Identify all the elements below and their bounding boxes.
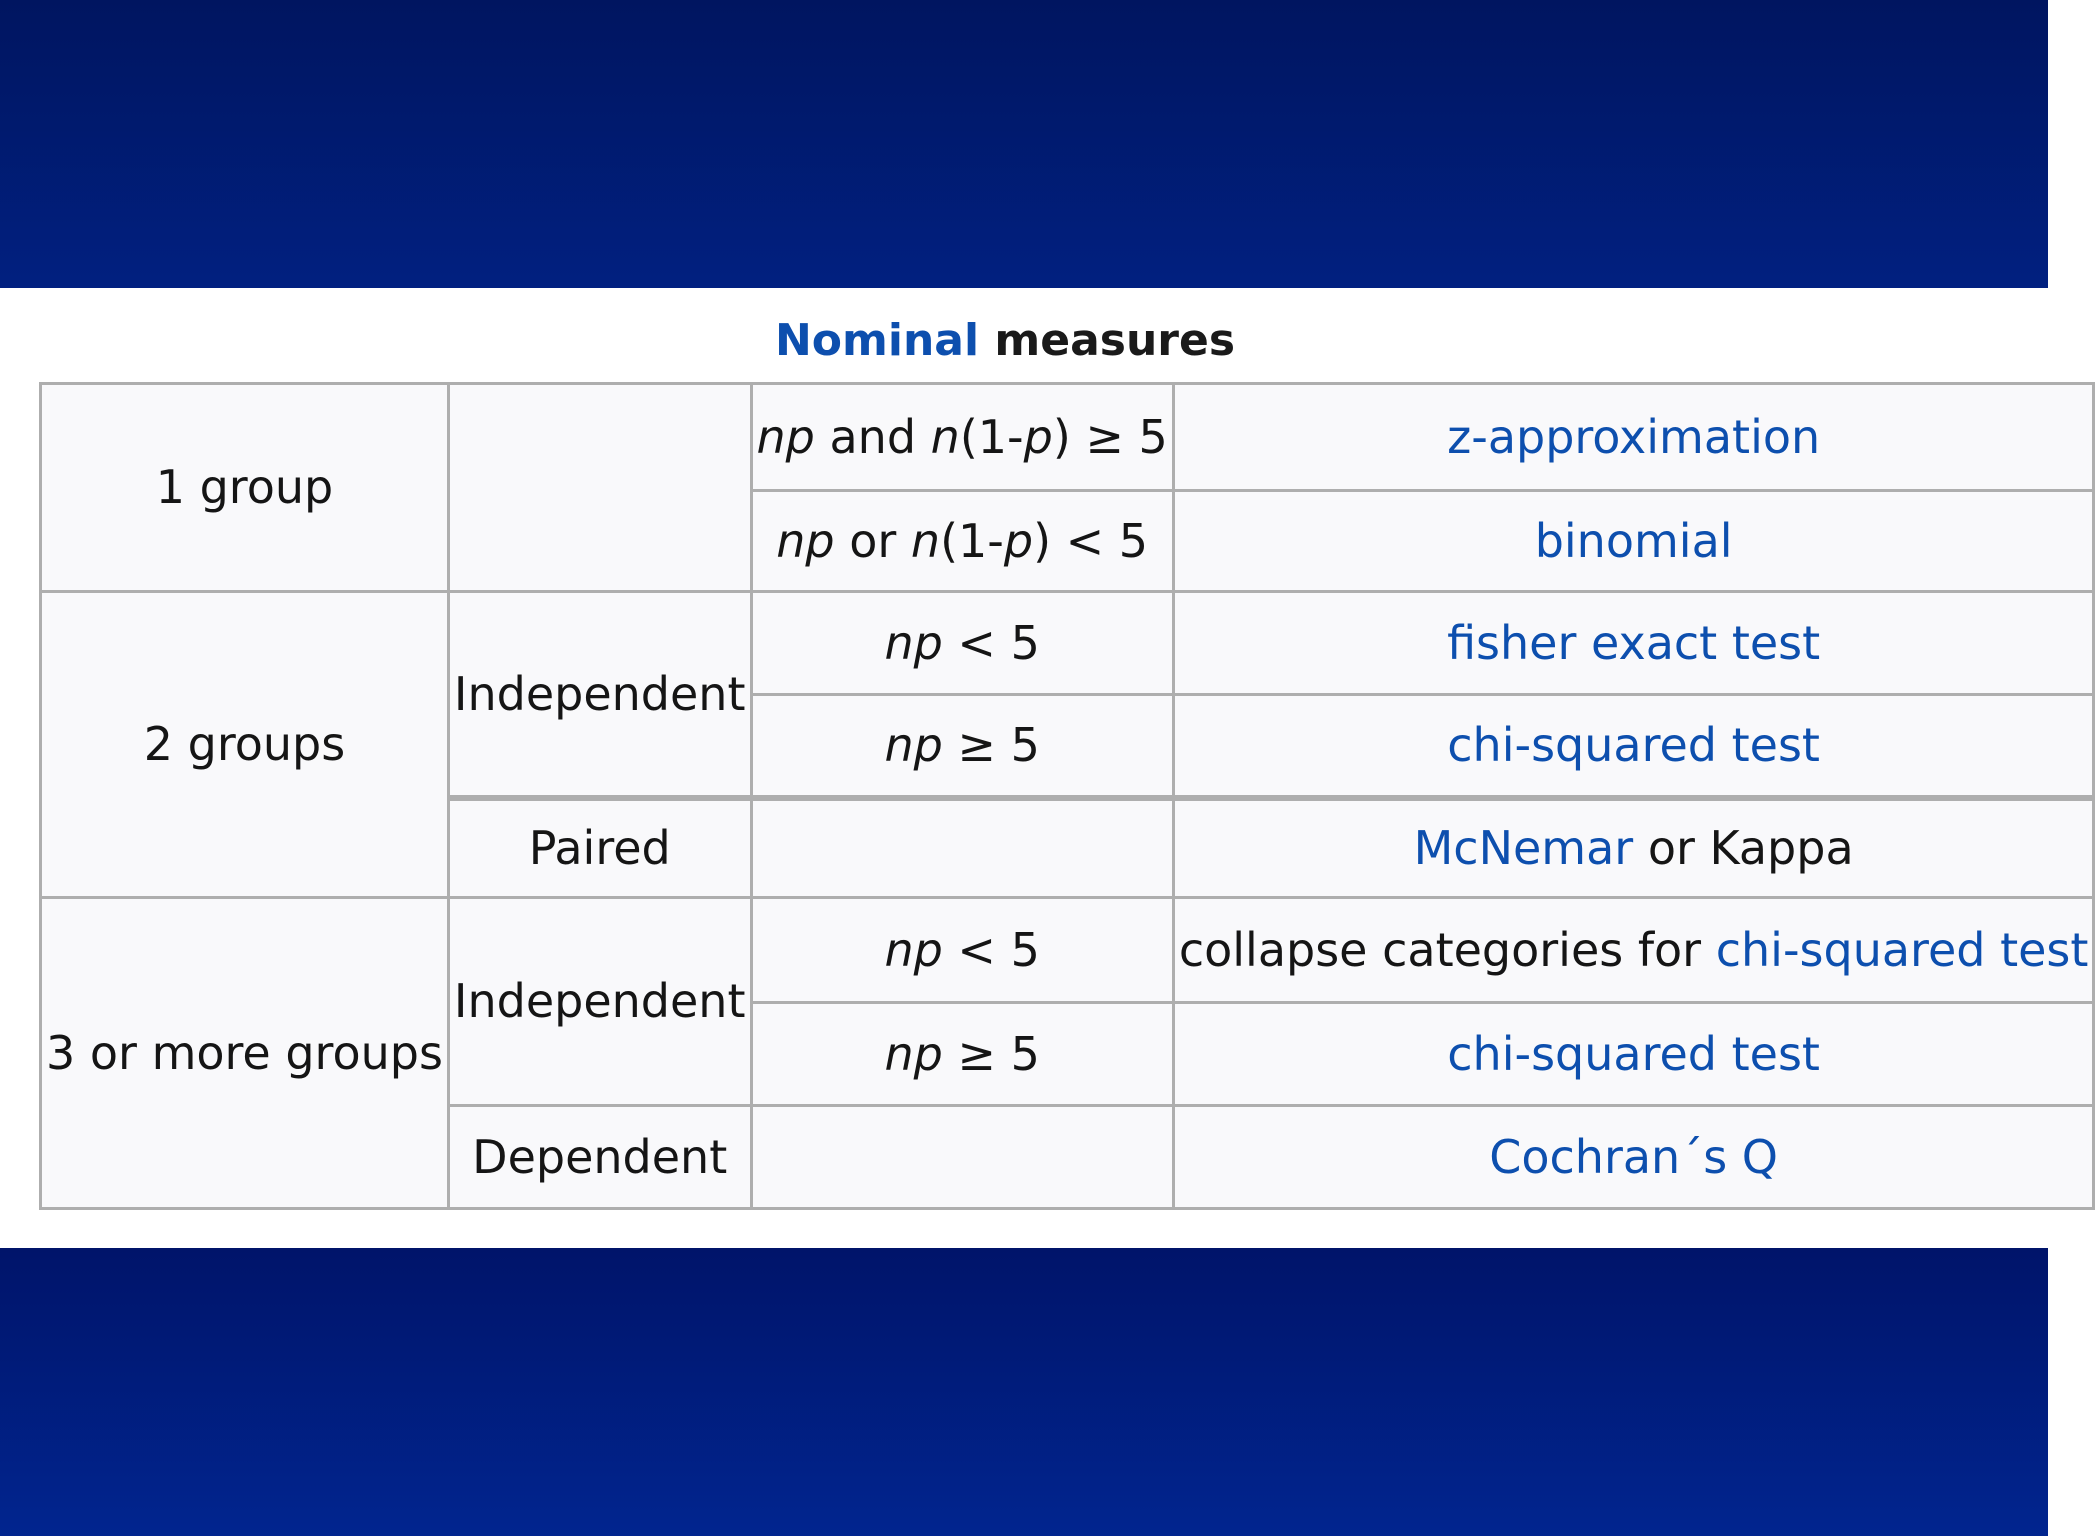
caption-link-nominal[interactable]: Nominal: [774, 315, 980, 366]
condition-cell: [751, 898, 1173, 1003]
link-chi-squared-test[interactable]: chi-squared test: [1715, 922, 2089, 977]
test-cell: [1173, 898, 2094, 1003]
design-cell-empty: [448, 384, 751, 592]
condition-text: or: [834, 513, 911, 568]
table-row: [41, 592, 2094, 695]
condition-cell: [751, 592, 1173, 695]
condition-cell: [751, 1002, 1173, 1106]
math-var: np: [884, 922, 943, 977]
link-chi-squared-test[interactable]: chi-squared test: [1447, 718, 1820, 773]
group-cell: 2 groups: [41, 592, 449, 898]
design-cell: Independent: [448, 898, 751, 1106]
condition-text: ≥ 5: [942, 1026, 1040, 1081]
condition-text: < 5: [942, 615, 1040, 670]
condition-cell: [751, 694, 1173, 798]
math-var: np: [884, 718, 943, 773]
caption-text: measures: [979, 315, 1236, 366]
table-row: [41, 384, 2094, 491]
condition-cell-empty: [751, 1106, 1173, 1209]
test-cell: [1173, 384, 2094, 491]
condition-text: ≥ 5: [942, 718, 1040, 773]
condition-text: and: [814, 409, 931, 464]
math-var: n: [930, 409, 960, 464]
bottom-banner: [0, 1248, 2048, 1536]
math-var: p: [1003, 513, 1034, 568]
group-cell: 1 group: [41, 384, 449, 592]
design-cell: Independent: [448, 592, 751, 798]
math-var: n: [910, 513, 941, 568]
group-cell: 3 or more groups: [41, 898, 449, 1209]
design-cell: Paired: [448, 798, 751, 898]
table-row: [41, 898, 2094, 1003]
condition-cell: [751, 490, 1173, 592]
condition-text: < 5: [942, 922, 1040, 977]
table-caption: [0, 313, 2010, 369]
condition-cell: [751, 384, 1173, 491]
condition-text: ) < 5: [1033, 513, 1149, 568]
nominal-measures-table: [39, 382, 2095, 1210]
top-banner: [0, 0, 2048, 288]
test-text: or Kappa: [1633, 821, 1854, 876]
math-var: np: [756, 409, 815, 464]
test-cell: [1173, 1106, 2094, 1209]
link-mcnemar[interactable]: McNemar: [1413, 821, 1634, 876]
test-cell: [1173, 694, 2094, 798]
link-binomial[interactable]: binomial: [1534, 513, 1733, 568]
design-cell: Dependent: [448, 1106, 751, 1209]
test-cell: [1173, 592, 2094, 695]
test-cell: [1173, 798, 2094, 898]
condition-text: ) ≥ 5: [1052, 409, 1168, 464]
math-var: np: [884, 1026, 943, 1081]
test-cell: [1173, 490, 2094, 592]
condition-cell-empty: [751, 798, 1173, 898]
link-fisher-exact-test[interactable]: fisher exact test: [1447, 615, 1821, 670]
math-var: np: [776, 513, 835, 568]
test-text: collapse categories for: [1178, 922, 1716, 977]
link-chi-squared-test[interactable]: chi-squared test: [1447, 1026, 1820, 1081]
link-z-approximation[interactable]: z-approximation: [1447, 409, 1821, 464]
link-cochrans-q[interactable]: Cochran´s Q: [1489, 1129, 1778, 1184]
test-cell: [1173, 1002, 2094, 1106]
math-var: p: [1023, 409, 1053, 464]
condition-text: (1-: [940, 513, 1004, 568]
condition-text: (1-: [959, 409, 1024, 464]
math-var: np: [884, 615, 943, 670]
